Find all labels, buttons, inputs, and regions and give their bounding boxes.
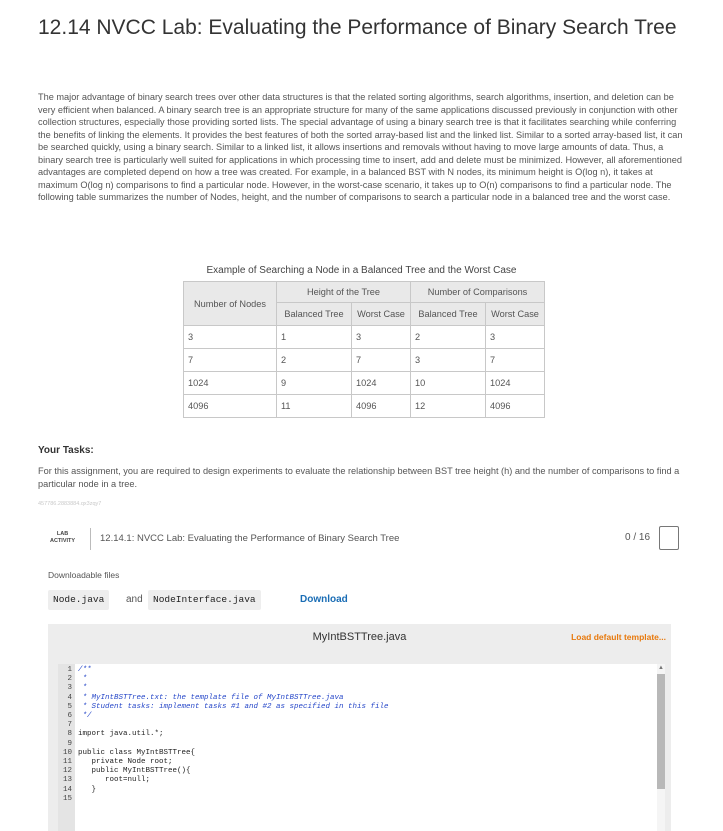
- table-cell: 3: [411, 349, 486, 372]
- code-line: [58, 749, 195, 758]
- code-line: [58, 675, 87, 684]
- scroll-up-arrow-icon[interactable]: ▲: [658, 665, 664, 671]
- line-number: 13: [62, 776, 72, 785]
- line-number: 4: [67, 693, 72, 702]
- code-text: *: [78, 675, 88, 684]
- table-cell: 3: [184, 326, 277, 349]
- lab-divider: [90, 528, 91, 550]
- table-cell: 4096: [352, 395, 411, 418]
- code-text: import java.util.*;: [78, 730, 164, 739]
- table-row: [184, 349, 545, 372]
- lab-badge-line1: LAB: [56, 531, 69, 537]
- code-line: [58, 703, 389, 712]
- table-row: [184, 326, 545, 349]
- editor-filename: MyIntBSTTree.java: [312, 631, 407, 643]
- header-comparisons: Number of Comparisons: [411, 282, 545, 303]
- table-cell: 7: [184, 349, 277, 372]
- code-text: */: [78, 712, 92, 720]
- table-cell: 11: [277, 395, 352, 418]
- subheader-height-balanced: Balanced Tree: [277, 303, 352, 326]
- score-text: 0 / 16: [625, 532, 651, 543]
- table-cell: 10: [411, 372, 486, 395]
- lab-activity-badge: [50, 531, 75, 545]
- and-text: and: [126, 594, 143, 605]
- code-line: [58, 786, 96, 795]
- completion-checkbox-icon: [659, 526, 679, 550]
- line-number: 3: [67, 684, 72, 693]
- line-number: 1: [67, 666, 72, 674]
- code-text: }: [78, 785, 97, 794]
- table-cell: 2: [411, 326, 486, 349]
- code-line: [58, 684, 87, 693]
- table-cell: 4096: [486, 395, 545, 418]
- code-text: public MyIntBSTTree(){: [78, 767, 191, 776]
- code-text: * Student tasks: implement tasks #1 and #2 as specified in this file: [78, 702, 389, 711]
- code-line: [58, 767, 191, 776]
- code-text: *: [78, 684, 88, 693]
- line-number: 10: [62, 748, 72, 757]
- table-cell: 1024: [352, 372, 411, 395]
- code-line: [58, 776, 150, 785]
- comparison-table: [183, 281, 545, 418]
- load-default-template-button[interactable]: Load default template...: [571, 632, 666, 642]
- table-cell: 9: [277, 372, 352, 395]
- downloadable-files-label: Downloadable files: [48, 570, 120, 580]
- line-number: 2: [67, 675, 72, 684]
- code-line: [58, 721, 78, 730]
- subheader-comparisons-balanced: Balanced Tree: [411, 303, 486, 326]
- line-number: 7: [67, 721, 72, 730]
- code-line: [58, 712, 92, 721]
- code-line: [58, 795, 78, 804]
- header-nodes: Number of Nodes: [184, 282, 277, 326]
- intro-paragraph: The major advantage of binary search trees over other data structures is that the related sorting algorithms, search algorithms, insertion, and deletion can be very efficient when balanced. A binary search tree is an appropriate structure for many of the same applications discussed previously in conjunction with other collection structures, especially those providing sorted lists. The special advantage of using a binary search tree is that it facilitates searching while conferring the benefits of linking the elements. It provides the best features of both the sorted array-based list and the linked list. Similar to a sorted array-based list, it can be searched quickly, using a binary search. Similar to a linked list, it allows insertions and removals without having to move large amounts of data. Thus, a binary search tree is particularly well suited for applications in which processing time to insert, add and delete must be minimized. However, all aforementioned advantages are completed depend on how a tree was created. For example, in a balanced BST with N nodes, its minimum height is O(log n), it takes at maximum O(log n) comparisons to find a particular node. However, in the worst-case scenario, it takes up to O(n) comparisons to find a particular node. The following table summarizes the number of Nodes, height, and the number of comparisons to search a particular node in a balanced tree and the worst case.: [38, 92, 683, 202]
- line-number: 6: [67, 712, 72, 720]
- code-text: /**: [78, 666, 92, 674]
- code-line: [58, 694, 344, 703]
- page-title: 12.14 NVCC Lab: Evaluating the Performance of Binary Search Tree: [38, 16, 677, 39]
- table-cell: 7: [352, 349, 411, 372]
- code-text: * MyIntBSTTree.txt: the template file of MyIntBSTTree.java: [78, 693, 344, 702]
- lab-badge-line2: ACTIVITY: [50, 538, 76, 544]
- table-cell: 2: [277, 349, 352, 372]
- code-text: public class MyIntBSTTree{: [78, 748, 196, 757]
- line-number: 9: [67, 739, 72, 748]
- code-line: [58, 740, 78, 749]
- table-cell: 12: [411, 395, 486, 418]
- code-line: [58, 666, 92, 675]
- line-number: 14: [62, 785, 72, 794]
- download-link[interactable]: Download: [300, 594, 348, 605]
- content-id: 457786.2883884.qx3zqy7: [38, 501, 102, 507]
- table-cell: 7: [486, 349, 545, 372]
- editor-scrollbar[interactable]: [657, 664, 665, 831]
- line-number: 8: [67, 730, 72, 739]
- line-number: 15: [62, 794, 72, 803]
- line-number: 11: [62, 758, 72, 766]
- tasks-heading: Your Tasks:: [38, 445, 94, 456]
- table-cell: 1: [277, 326, 352, 349]
- table-caption: Example of Searching a Node in a Balanced Tree and the Worst Case: [206, 265, 517, 276]
- line-number: 5: [67, 702, 72, 711]
- node-java-file: Node.java: [48, 590, 109, 610]
- subheader-height-worst: Worst Case: [352, 303, 411, 326]
- node-interface-java-file: NodeInterface.java: [148, 590, 261, 610]
- table-cell: 4096: [184, 395, 277, 418]
- table-row: [184, 395, 545, 418]
- line-number: 12: [62, 767, 72, 776]
- code-line: [58, 730, 164, 739]
- table-cell: 3: [486, 326, 545, 349]
- table-cell: 1024: [184, 372, 277, 395]
- tasks-text: For this assignment, you are required to design experiments to evaluate the relationship between BST tree height (h) and the number of comparisons to find a particular node in a tree.: [38, 466, 680, 489]
- table-row: [184, 372, 545, 395]
- code-area[interactable]: [58, 664, 658, 831]
- scrollbar-thumb[interactable]: [657, 674, 665, 789]
- lab-title: 12.14.1: NVCC Lab: Evaluating the Performance of Binary Search Tree: [100, 533, 400, 544]
- code-text: root=null;: [78, 776, 151, 785]
- subheader-comparisons-worst: Worst Case: [486, 303, 545, 326]
- code-line: [58, 758, 173, 767]
- code-editor: [48, 624, 671, 831]
- code-text: private Node root;: [78, 758, 173, 766]
- table-cell: 3: [352, 326, 411, 349]
- table-cell: 1024: [486, 372, 545, 395]
- header-height: Height of the Tree: [277, 282, 411, 303]
